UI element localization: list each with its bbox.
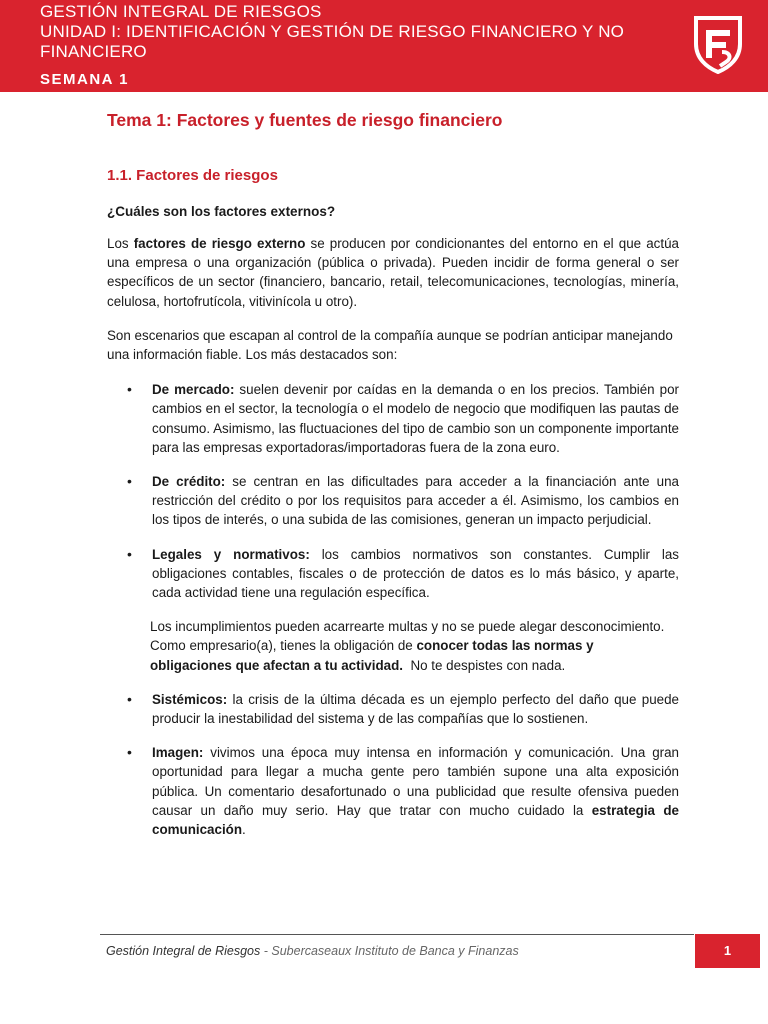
- footer-caption: [106, 942, 519, 960]
- list-item-credit: [107, 472, 679, 530]
- legal-subparagraph: [107, 617, 679, 675]
- bullet-text: la crisis de la última década es un ejemplo perfecto del daño que puede producir la inestabilidad del sistema y de las compañías que lo sostienen.: [152, 691, 679, 727]
- question-heading: ¿Cuáles son los factores externos?: [107, 204, 336, 219]
- risk-factor-list-continued: [107, 690, 679, 839]
- course-name: GESTIÓN INTEGRAL DE RIESGOS: [40, 2, 322, 21]
- footer-separator: -: [260, 944, 272, 958]
- document-body: [107, 108, 679, 854]
- bullet-label: Legales y normativos:: [152, 546, 310, 562]
- bullet-text: los cambios normativos son constantes. Cumplir las obligaciones contables, fiscales o de protección de datos es lo más básico, y aparte, cada actividad tiene una regulación específica.: [152, 546, 679, 601]
- shield-logo-icon: [692, 14, 744, 74]
- bullet-text: se centran en las dificultades para acceder a la financiación ante una restricción del crédito o por los requisitos para acceder a él. Asimismo, los cambios en los tipos de interés, o una subida de las comisiones, generan un impacto perjudicial.: [152, 474, 679, 528]
- course-title: [40, 2, 660, 62]
- bullet-text: suelen devenir por caídas en la demanda o en los precios. También por cambios en el sector, la tecnología o el modelo de negocio que modifiquen las pautas de consumo. Asimismo, las fluctuaciones del tipo de cambio son un componente importante para las empresas exportadoras/importadoras fuera de la zona euro.: [152, 382, 679, 455]
- paragraph-external-factors: [107, 234, 679, 311]
- page-header: [0, 0, 768, 92]
- bullet-text: .: [242, 822, 246, 838]
- paragraph-text: se producen por condicionantes del entorno en el que actúa una empresa o una organización (pública o privada). Pueden incidir de forma general o ser específicos de un sector (financiero, bancario, retail, telecomunicaciones, tecnologías, minería, celulosa, hortofrutícola, vitivinícola u otro).: [107, 236, 679, 309]
- bold-term: estrategia de comunicación: [152, 802, 679, 838]
- bold-term: factores de riesgo externo: [133, 236, 306, 251]
- footer-institution: Subercaseaux Instituto de Banca y Finanzas: [271, 944, 519, 958]
- unit-title: UNIDAD I: IDENTIFICACIÓN Y GESTIÓN DE RIESGO FINANCIERO Y NO FINANCIERO: [40, 22, 625, 61]
- page-number: 1: [695, 934, 760, 968]
- paragraph-text: Los: [107, 236, 134, 251]
- list-item-systemic: [107, 690, 679, 728]
- risk-factor-list: [107, 380, 679, 602]
- footer-course: Gestión Integral de Riesgos: [106, 944, 261, 958]
- paragraph-text: No te despistes con nada.: [403, 657, 566, 673]
- bullet-label: De crédito:: [152, 474, 226, 490]
- section-heading: 1.1. Factores de riesgos: [107, 167, 278, 184]
- paragraph-scenarios: Son escenarios que escapan al control de la compañía aunque se podrían anticipar manejando una información fiable. Los más destacados son:: [107, 327, 673, 363]
- footer-divider: [100, 934, 694, 935]
- week-label: SEMANA 1: [40, 71, 129, 88]
- list-item-market: [107, 380, 679, 457]
- bullet-label: Sistémicos:: [152, 691, 228, 707]
- list-item-legal: [107, 545, 679, 603]
- bullet-text: vivimos una época muy intensa en información y comunicación. Una gran oportunidad para llegar a mucha gente pero también supone una alta exposición pública. Un comentario desafortunado o una publicidad que resulte ofensiva pueden causar un daño muy serio. Hay que tratar con mucho cuidado la: [152, 745, 679, 818]
- list-item-image: [107, 743, 679, 839]
- paragraph-text: Los incumplimientos pueden acarrearte multas y no se puede alegar desconocimiento. Como empresario(a), tienes la obligación de: [150, 619, 665, 654]
- bullet-label: De mercado:: [152, 382, 235, 398]
- bold-term: conocer todas las normas y obligaciones que afectan a tu actividad.: [150, 638, 594, 673]
- bullet-label: Imagen:: [152, 745, 204, 761]
- topic-title: Tema 1: Factores y fuentes de riesgo financiero: [107, 110, 503, 130]
